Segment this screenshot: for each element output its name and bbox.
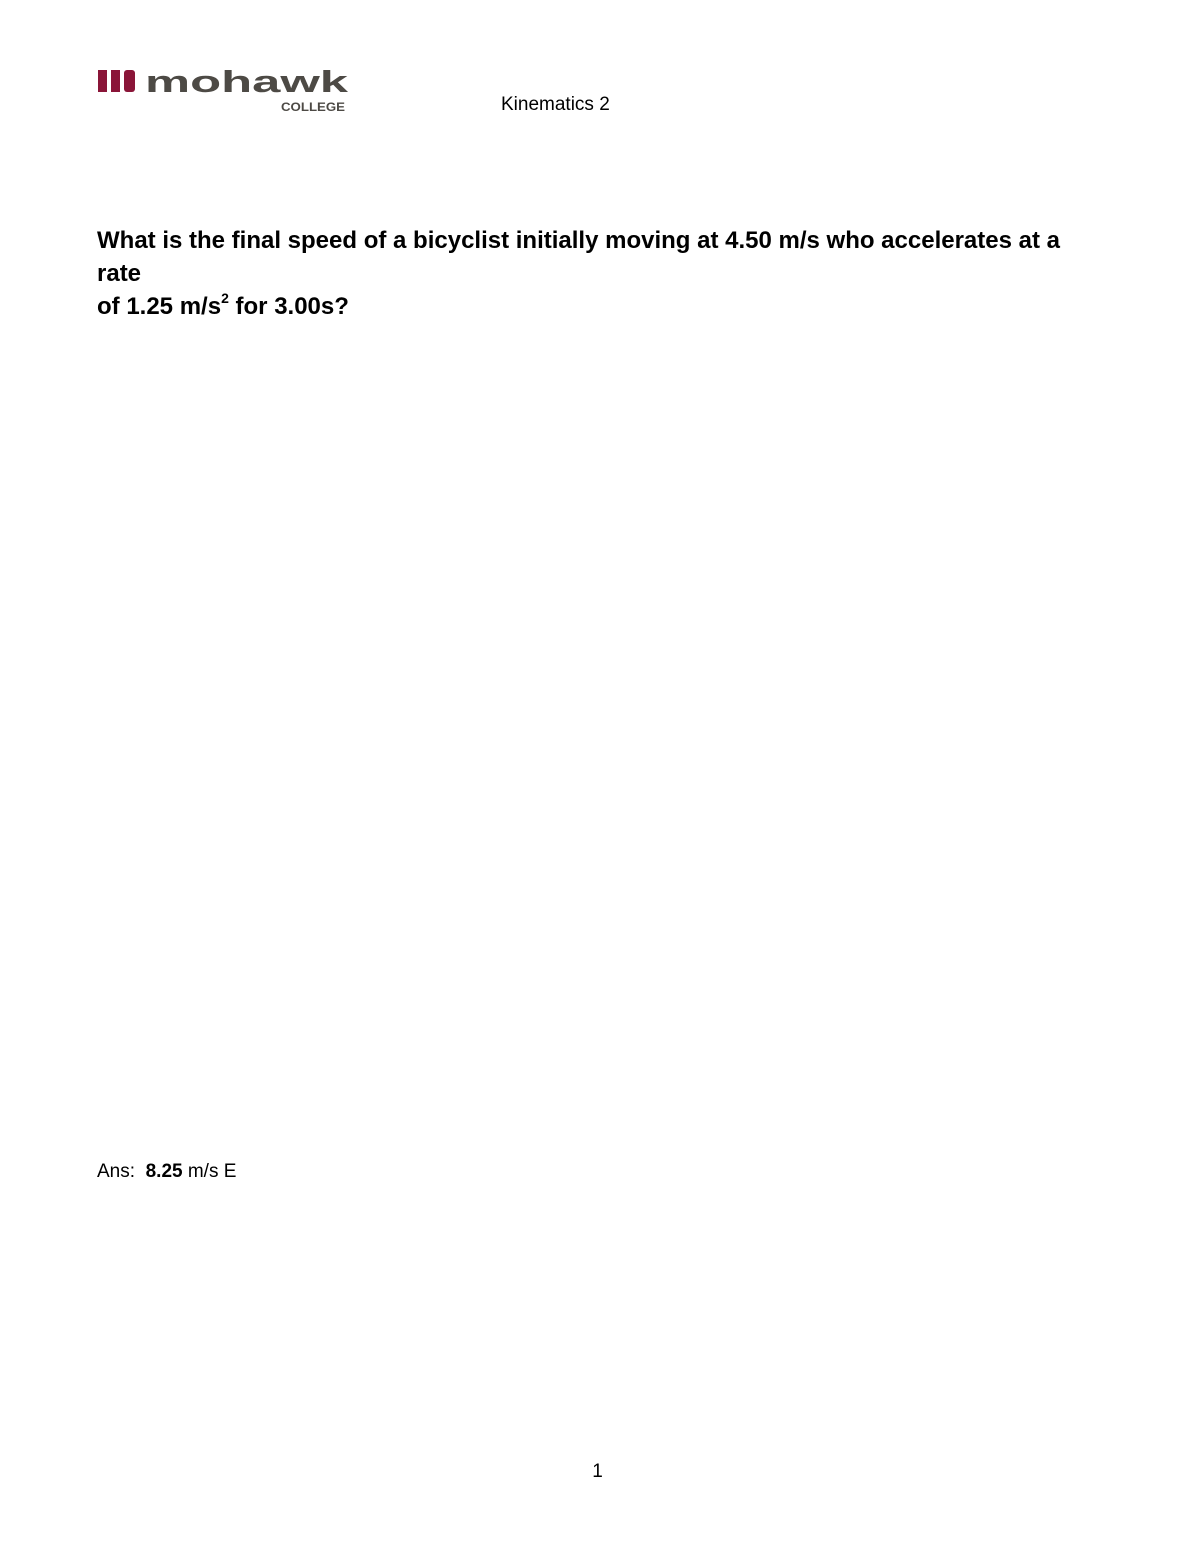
answer-value: 8.25: [145, 1161, 183, 1182]
logo-subtitle: COLLEGE: [281, 100, 345, 114]
document-header-title: Kinematics 2: [501, 94, 610, 115]
question-line-2-start: of 1.25 m/s: [97, 293, 222, 320]
answer-unit: m/s E: [187, 1161, 237, 1182]
page-number: 1: [592, 1461, 603, 1482]
question-line-1: What is the final speed of a bicyclist initially moving at 4.50 m/s who accelerates at a rate: [97, 227, 1060, 287]
question-line-2-end: for 3.00s?: [228, 293, 349, 320]
logo-bar-3: [124, 70, 135, 92]
answer-line: [97, 1161, 236, 1183]
logo-graphic: [98, 66, 350, 116]
logo-bar-1: [98, 70, 107, 92]
answer-label: Ans:: [97, 1161, 136, 1182]
logo-bar-2: [111, 70, 120, 92]
mohawk-college-logo: [98, 66, 350, 116]
logo-wordmark: mohawk: [145, 66, 350, 99]
question-text: [97, 224, 1107, 323]
exponent-superscript: 2: [221, 290, 229, 306]
